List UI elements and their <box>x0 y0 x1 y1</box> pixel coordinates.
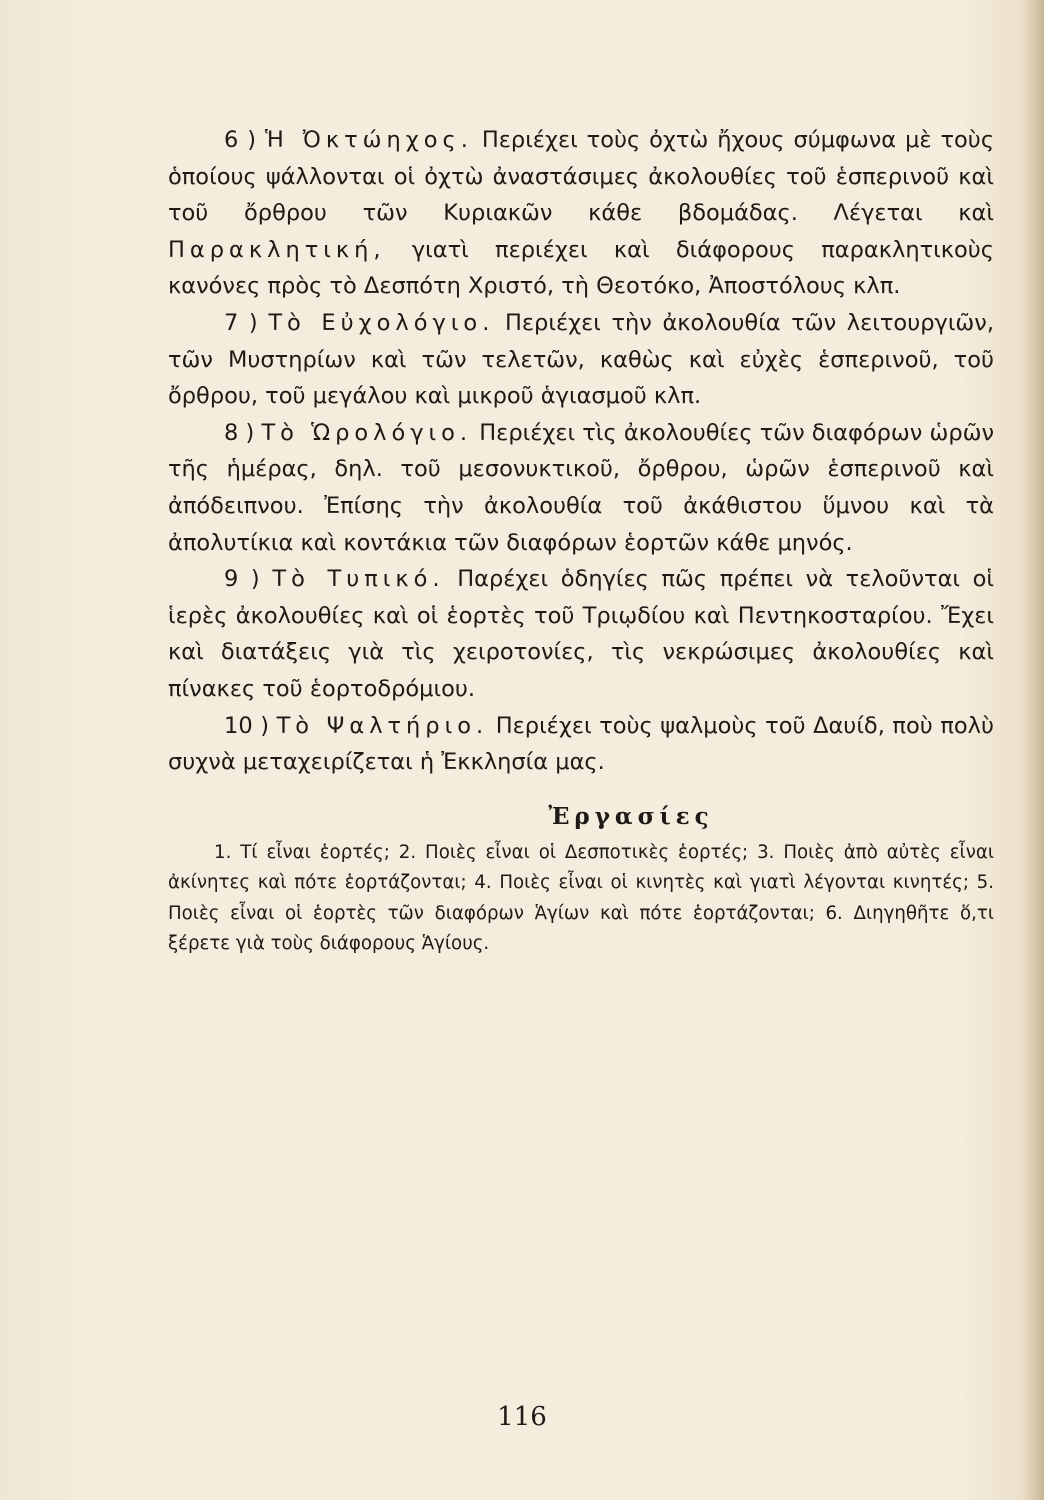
entry-typiko <box>168 561 994 707</box>
entry-number: 8 ) <box>224 419 255 446</box>
entry-title: Τὸ Ψαλτήριο. <box>276 712 489 739</box>
entry-title: Τὸ Τυπικό. <box>272 566 445 593</box>
entry-number: 6 ) <box>224 127 257 153</box>
entry-title: Ἡ Ὀκτώηχος. <box>265 127 473 153</box>
entry-body: Περιέχει τοὺς ὀχτὼ ἤχους σύμφωνα μὲ τοὺς ὁποίους ψάλλονται οἱ ὀχτὼ ἀναστάσιμες ἀκολουθίες τοῦ ἑσπερινοῦ καὶ τοῦ ὄρθρου τῶν Κυριακῶν κάθε βδομάδας. Λέγεται καὶ <box>168 127 995 227</box>
entry-body: Περιέχει τὶς ἀκολουθίες τῶν διαφόρων ὡρῶν τῆς ἡμέρας, δηλ. τοῦ μεσονυκτικοῦ, ὄρθρου, ὡρῶν ἑσπερινοῦ καὶ ἀπόδειπνου. Ἐπίσης τὴν ἀκολουθία τοῦ ἀκάθιστου ὕμνου καὶ τὰ ἀπολυτίκια καὶ κοντάκια τῶν διαφόρων ἑορτῶν κάθε μηνός. <box>168 419 995 556</box>
entry-oktoechos <box>168 122 994 305</box>
exercises-heading: Ἐργασίες <box>548 802 714 830</box>
entry-title: Τὸ Εὐχολόγιο. <box>268 309 495 336</box>
entry-number: 7 ) <box>224 309 258 336</box>
entry-euchologio <box>168 305 994 415</box>
entry-alt-title: Παρακλητική, <box>168 236 386 263</box>
entry-orologio <box>168 415 994 561</box>
page-spine-shadow <box>1022 0 1044 1500</box>
entry-number: 10 ) <box>224 712 269 739</box>
entry-alt-body: γιατὶ περιέχει καὶ διάφορους παρακλητικοὺς κανόνες πρὸς τὸ Δεσπότη Χριστό, τὴ Θεοτόκο, Ἀποστόλους κλπ. <box>168 236 994 300</box>
entry-body: Παρέχει ὁδηγίες πῶς πρέπει νὰ τελοῦνται οἱ ἱερὲς ἀκολουθίες καὶ οἱ ἑορτὲς τοῦ Τριῳδίου καὶ Πεντηκοσταρίου. Ἔχει καὶ διατάξεις γιὰ τὶς χειροτονίες, τὶς νεκρώσιμες ἀκολουθίες καὶ πίνακες τοῦ ἑορτοδρόμιου. <box>168 566 995 702</box>
entry-title: Τὸ Ὡρολόγιο. <box>261 419 473 446</box>
entry-psaltirio <box>168 708 994 781</box>
page-number: 116 <box>497 1402 547 1432</box>
exercises-text: 1. Τί εἶναι ἑορτές; 2. Ποιὲς εἶναι οἱ Δεσποτικὲς ἑορτές; 3. Ποιὲς ἀπὸ αὐτὲς εἶναι ἀκίνητες καὶ πότε ἑορτάζονται; 4. Ποιὲς εἶναι οἱ κινητὲς καὶ γιατὶ λέγονται κινητές; 5. Ποιὲς εἶναι οἱ ἑορτὲς τῶν διαφόρων Ἁγίων καὶ πότε ἑορτάζονται; 6. Διηγηθῆτε ὅ,τι ξέρετε γιὰ τοὺς διάφορους Ἁγίους. <box>168 841 994 955</box>
main-text <box>168 122 994 960</box>
entry-number: 9 ) <box>224 566 260 593</box>
entry-body: Περιέχει τοὺς ψαλμοὺς τοῦ Δαυίδ, ποὺ πολὺ συχνὰ μεταχειρίζεται ἡ Ἐκκλησία μας. <box>168 712 994 776</box>
entry-body: Περιέχει τὴν ἀκολουθία τῶν λειτουργιῶν, τῶν Μυστηρίων καὶ τῶν τελετῶν, καθὼς καὶ εὐχὲς ἑσπερινοῦ, τοῦ ὄρθρου, τοῦ μεγάλου καὶ μικροῦ ἁγιασμοῦ κλπ. <box>168 309 994 410</box>
